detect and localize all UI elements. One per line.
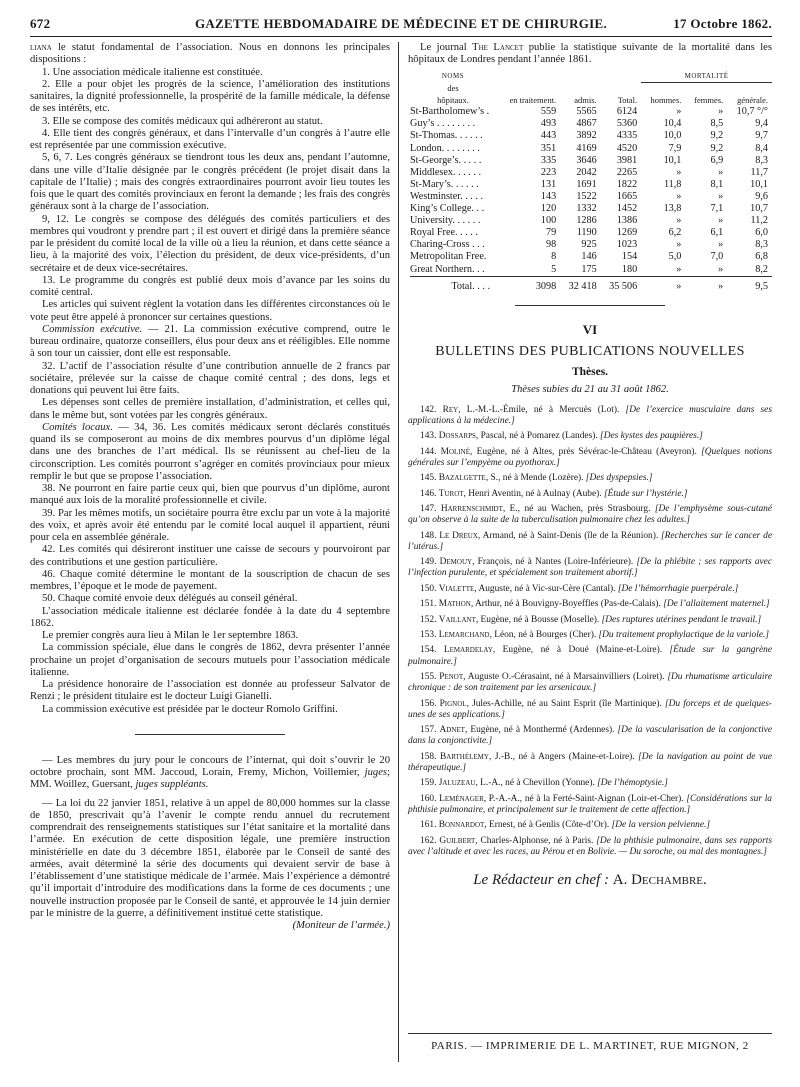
cell-generale: 8,2: [755, 263, 768, 275]
cell-total: 1386: [616, 215, 638, 227]
these-number: 157.: [420, 725, 437, 736]
hospital-name: St-Bartholomew’s .: [410, 106, 490, 118]
these-item: [408, 725, 772, 747]
loi-text: — La loi du 22 janvier 1851, relative à un appel de 80,000 hommes sur la classe de 1850, prescrivait qu’à l’avenir le compte rendu annuel du recrutement comprendrait des renseignements statistiques sur l’état sanitaire et la mortalité dans l’armée. En exécution de cette disposition légale, une première instruction ministérielle en date du 3 décembre 1851, élaborée par le Conseil de santé des armées, avait déterminé la série des documents qui devaient servir de base à l’établissement d’une statistique médicale de l’armée. Mais l’expérience a démontré qu’il importait d’introduire des modifications dans la forme de ces documents ; une nouvelle instruction proposée par le Conseil de santé, et approuvée le 14 juin dernier par le ministre de la guerre, a définitivement institué cette statistique.: [30, 797, 390, 919]
these-number: 161.: [420, 820, 437, 831]
cell-traitement: 8: [551, 251, 557, 263]
article-5-7: 5, 6, 7. Les congrès généraux se tiendront tous les deux ans, pendant l’automne, dans une ville d’Italie désignée par le congrès précédent (le projet disait dans la capitale de l’Italie) ; mais des congrès extraordinaires pourront avoir lieu toutes les fois que le quart des comités provinciaux en feront la demande ; les frais des congrès généraux sont à la charge de l’association.: [30, 152, 390, 213]
commission-executive: [30, 324, 390, 361]
these-title: [Recherches sur le cancer de l’utérus.]: [408, 530, 772, 552]
these-details: , Henri Aventin, né à Aulnay (Aube).: [463, 488, 604, 499]
section-number: VI: [582, 321, 598, 337]
these-author: Guilbert: [439, 835, 476, 846]
fondation: L’association médicale italienne est déclarée fondée à la date du 4 septembre 1862.: [30, 605, 390, 629]
these-number: 142.: [420, 404, 437, 415]
th-femmes: femmes.: [694, 95, 724, 106]
cell-hommes: 5,0: [668, 251, 682, 263]
these-details: , Jules-Achille, né au Saint Esprit (île Martinique).: [466, 698, 665, 709]
table-row: [410, 179, 772, 191]
cell-femmes: 6,9: [710, 154, 724, 166]
these-author: Bonnardot: [438, 820, 485, 831]
cell-hommes: 11,8: [663, 178, 682, 190]
these-details: , Léon, né à Bourges (Cher).: [489, 630, 599, 640]
these-title: [De la version pelvienne.]: [611, 820, 711, 831]
article-13: 13. Le programme du congrès est publié deux mois d’avance par les soins du comité central.: [30, 274, 390, 298]
these-details: , Eugène, né à Bousse (Moselle).: [475, 614, 602, 625]
these-number: 150.: [420, 583, 437, 594]
journal-title: GAZETTE HEBDOMADAIRE DE MÉDECINE ET DE CHIRURGIE.: [194, 16, 608, 31]
these-author: Harrenschmidt: [440, 504, 503, 515]
cell-femmes: 8,1: [710, 178, 724, 190]
these-item: [408, 699, 772, 721]
these-details: , J.-B., né à Angers (Maine-et-Loire).: [488, 751, 639, 762]
these-number: 160.: [420, 793, 437, 804]
hospital-name: Westminster. . . . .: [410, 190, 484, 202]
hospital-name: St-George’s. . . . .: [410, 154, 482, 166]
articles-votation: Les articles qui suivent règlent la votation dans les différentes circonstances où le vote peut être appelé à prononcer sur certaines questions.: [30, 299, 390, 323]
cell-traitement: 223: [540, 166, 557, 178]
table-row: [410, 130, 772, 142]
left-column: [30, 42, 390, 932]
cell-traitement: 5: [551, 263, 557, 275]
cell-admis: 175: [581, 263, 597, 275]
cell-generale: 6,0: [755, 227, 768, 239]
th-generale: générale.: [737, 95, 768, 106]
article-2: 2. Elle a pour objet les progrès de la science, l’amélioration des institutions sanitaires, la dignité professionnelle, la prospérité de la famille médicale, la défense de ses intérêts, etc.: [30, 78, 390, 115]
cell-traitement: 120: [540, 203, 557, 215]
lancet-name: The Lancet: [472, 42, 524, 53]
these-number: 162.: [420, 835, 437, 846]
cell-total: 1822: [616, 178, 638, 190]
these-item: [408, 672, 772, 694]
these-item: [408, 820, 772, 831]
cell-total: 4520: [616, 142, 638, 154]
cell-admis: 1522: [576, 190, 597, 202]
these-number: 143.: [420, 431, 437, 442]
these-title: [Quelques notions générales sur l’empyème ou pyothorax.]: [408, 446, 773, 468]
these-number: 148.: [420, 530, 437, 541]
jury-internat: [30, 755, 390, 792]
these-item: [408, 447, 772, 469]
cell-generale: 9,6: [755, 190, 768, 202]
hospital-name: Charing-Cross . . .: [410, 239, 485, 251]
table-row: [410, 155, 772, 167]
editor-signature: [408, 872, 772, 889]
depenses: Les dépenses sont celles de première installation, d’administration, et celles qui, dans le même but, sont votées par les congrès généraux.: [30, 397, 390, 421]
column-divider: [398, 42, 399, 1062]
cell-hommes: »: [676, 106, 682, 118]
total-label: Total. . . .: [410, 276, 496, 293]
these-item: [408, 473, 772, 484]
these-details: , Eugène, né à Doué (Maine-et-Loire).: [492, 645, 670, 656]
hospital-name: King’s College. . .: [410, 203, 485, 215]
article-50: 50. Chaque comité envoie deux délégués au conseil général.: [42, 593, 298, 605]
cell-hommes: »: [676, 215, 682, 227]
cell-total: 6124: [616, 106, 638, 118]
these-number: 156.: [420, 698, 437, 709]
these-details: , Ernest, né à Genlis (Côte-d’Or).: [484, 820, 612, 831]
cell-admis: 4169: [576, 142, 597, 154]
cell-admis: 3892: [576, 130, 597, 142]
these-number: 149.: [420, 557, 437, 568]
section-title: BULLETINS DES PUBLICATIONS NOUVELLES: [435, 343, 745, 359]
total-generale: 9,5: [727, 276, 772, 293]
cell-femmes: »: [718, 263, 724, 275]
comites-locaux: [30, 422, 390, 483]
page-number: 672: [30, 16, 51, 31]
these-author: Lemardelay: [443, 645, 493, 656]
these-item: [408, 405, 772, 427]
hospital-name: St-Thomas. . . . . .: [410, 130, 483, 142]
hospital-name: Great Northern. . .: [410, 263, 485, 275]
these-author: Pignol: [439, 698, 467, 709]
cell-femmes: 8,5: [710, 118, 724, 130]
cell-hommes: »: [676, 263, 682, 275]
cell-generale: 10,1: [750, 178, 768, 190]
cell-admis: 146: [581, 251, 597, 263]
cell-femmes: 9,2: [710, 130, 724, 142]
table-row: [410, 215, 772, 227]
these-item: [408, 794, 772, 816]
these-title: [Étude sur la gangrène pulmonaire.]: [408, 645, 773, 667]
these-title: [De la phthisie pulmonaire, dans ses rapports avec l’altitude et avec les races, au Pérou et en Bolivie. — Du soroche, ou mal des montagnes.]: [408, 835, 772, 857]
these-details: , S., né à Mende (Lozère).: [485, 473, 586, 484]
cell-admis: 1691: [576, 178, 597, 190]
these-item: [408, 489, 772, 500]
article-38: 38. Ne pourront en faire partie ceux qui, bien que pourvus d’un diplôme, auront manqué aux lois de la moralité professionnelle et civile.: [30, 483, 390, 507]
article-39: 39. Par les mêmes motifs, un sociétaire pourra être exclu par un vote à la majorité des voix, et après avoir été entendu par le comité local auquel il appartient, réuni pour cela en assemblée générale.: [30, 507, 390, 543]
hospital-name: Guy’s . . . . . . . .: [410, 118, 476, 130]
theses-dates: Thèses subies du 21 au 31 août 1862.: [511, 384, 669, 396]
cell-traitement: 98: [546, 239, 557, 251]
cell-admis: 3646: [576, 154, 597, 166]
intro-lead: liana: [30, 42, 52, 53]
cell-generale: 9,4: [755, 118, 768, 130]
cell-femmes: 7,1: [710, 203, 724, 215]
hospital-name: Metropolitan Free.: [410, 251, 487, 263]
these-title: [Du rhumatisme articulaire chronique : de son traitement par les arsenicaux.]: [408, 671, 772, 694]
table-total-row: [410, 276, 772, 293]
these-item: [408, 504, 772, 526]
these-details: , Eugène, né à Monthermé (Ardennes).: [464, 725, 618, 736]
these-details: , L.-M.-L.-Émile, né à Mercuès (Lot).: [458, 404, 626, 415]
these-author: Adnet: [439, 725, 465, 736]
these-number: 154.: [420, 645, 437, 656]
jury-suppleants: juges suppléants.: [135, 779, 209, 791]
article-42: 42. Les comités qui désireront instituer une caisse de secours y pourvoiront par des contributions et une gestion particulière.: [30, 544, 390, 568]
cell-hommes: 10,4: [663, 118, 682, 130]
these-number: 158.: [420, 751, 437, 762]
commission-speciale: La commission spéciale, élue dans le congrès de 1862, devra présenter l’année prochaine un projet d’organisation de secours mutuels pour l’association médicale italienne.: [30, 642, 390, 678]
these-author: Rey: [442, 404, 459, 415]
cell-hommes: 10,1: [663, 154, 682, 166]
cell-traitement: 335: [540, 154, 557, 166]
cell-admis: 5565: [576, 106, 597, 118]
these-item: [408, 599, 772, 610]
these-item: [408, 584, 772, 595]
cell-generale: 8,4: [755, 142, 768, 154]
these-item: [408, 645, 772, 667]
these-title: [De l’emphysème sous-cutané qu’on observe à la suite de la tuberculisation pulmonaire chez les adultes.]: [408, 504, 772, 526]
these-title: [De la navigation au point de vue thérapeutique.]: [408, 751, 772, 773]
th-en-traitement: en traitement.: [509, 95, 557, 106]
th-des: des: [447, 83, 459, 94]
these-title: [Du forceps et de quelques-unes de ses applications.]: [408, 698, 772, 720]
total-hommes: »: [641, 276, 685, 293]
cell-femmes: »: [718, 166, 724, 178]
cell-admis: 2042: [576, 166, 597, 178]
cell-total: 1269: [616, 227, 638, 239]
intro-text: le statut fondamental de l’association. Nous en donnons les principales dispositions :: [30, 42, 390, 66]
these-number: 159.: [420, 778, 437, 789]
hospital-name: St-Mary’s. . . . . .: [410, 178, 479, 190]
editor-name: A. Dechambre.: [612, 872, 707, 889]
these-item: [408, 630, 772, 641]
article-1: 1. Une association médicale italienne est constituée.: [42, 66, 263, 78]
table-row: [410, 264, 772, 277]
these-details: , Arthur, né à Bouvigny-Boyeffles (Pas-de-Calais).: [470, 599, 664, 610]
comites-text: — 34, 36. Les comités médicaux seront déclarés constitués quand ils se composeront au moins de dix membres pourvus d’un diplôme légal dans une des branches de l’art médical. Ils se réunissent au chef-lieu de la circonscription. Les comités pourront s’agréger en comités provinciaux pour mieux remplir le but que se propose l’association.: [30, 421, 390, 482]
cell-total: 3981: [616, 154, 638, 166]
loi-recrutement: [30, 797, 390, 931]
these-author: Moliné: [440, 446, 470, 457]
th-hopitaux: hôpitaux.: [437, 95, 469, 106]
these-title: [De l’allaitement maternel.]: [663, 599, 770, 610]
cell-femmes: »: [718, 190, 724, 202]
these-author: Vialette: [438, 583, 475, 594]
cell-total: 1665: [616, 190, 638, 202]
comites-label: Comités locaux.: [42, 421, 113, 433]
th-total: Total.: [617, 95, 638, 106]
cell-hommes: 7,9: [668, 142, 682, 154]
cell-total: 1452: [616, 203, 638, 215]
commission-text: — 21. La commission exécutive comprend, outre le bureau ordinaire, quatorze conseillers, élus pour deux ans et rééligibles. Elle nomme à son tour un caissier, dont elle est responsable.: [30, 323, 390, 360]
these-item: [408, 431, 772, 442]
cell-hommes: »: [676, 166, 682, 178]
article-9-12: 9, 12. Le congrès se compose des délégués des comités particuliers et des membres qui voudront y prendre part ; il est ouvert et dirigé dans la première séance par le président du comité local de la ville où a lieu la réunion, et dans cette séance a lieu, à la majorité des voix, l’élection du président, de deux vice-présidents, d’un secrétaire et de deux vice-secrétaires.: [30, 213, 390, 274]
cell-generale: 9,7: [755, 130, 768, 142]
cell-femmes: 9,2: [710, 142, 724, 154]
cell-traitement: 493: [540, 118, 557, 130]
cell-hommes: 13,8: [663, 203, 682, 215]
table-row: [410, 239, 772, 251]
these-number: 147.: [420, 504, 437, 515]
total-total: 35 506: [601, 276, 642, 293]
th-hommes: hommes.: [650, 95, 682, 106]
these-author: Leménager: [439, 793, 484, 804]
table-row: [410, 191, 772, 203]
these-item: [408, 557, 772, 579]
loi-source: (Moniteur de l’armée.): [292, 920, 390, 931]
cell-traitement: 131: [540, 178, 557, 190]
these-item: [408, 752, 772, 774]
these-number: 152.: [420, 614, 437, 625]
these-details: , Pascal, né à Pomarez (Landes).: [475, 431, 601, 442]
th-admis: admis.: [574, 95, 597, 106]
these-details: , Charles-Alphonse, né à Paris.: [475, 835, 597, 846]
these-details: , François, né à Nantes (Loire-Inférieure).: [472, 557, 637, 568]
hospital-name: University. . . . . .: [410, 215, 481, 227]
these-author: Penot: [439, 671, 464, 682]
cell-hommes: »: [676, 190, 682, 202]
these-title: [De l’exercice musculaire dans ses applications à la médecine.]: [408, 404, 772, 426]
these-author: Demouy: [439, 557, 473, 568]
these-details: , Eugène, né à Altes, près Sévérac-le-Château (Aveyron).: [470, 446, 702, 457]
cell-total: 1023: [616, 239, 638, 251]
page-header: [30, 14, 772, 37]
cell-hommes: 6,2: [668, 227, 682, 239]
cell-generale: 6,8: [755, 251, 768, 263]
cell-generale: 10,7: [750, 203, 768, 215]
these-details: , P.-A.-A., né à la Ferté-Saint-Aignan (Loir-et-Cher).: [483, 793, 687, 804]
these-item: [408, 778, 772, 789]
these-author: Dossarps: [438, 431, 476, 442]
mortality-table: [410, 70, 772, 293]
theses-heading: Thèses.: [571, 366, 609, 379]
these-title: [De l’hémorrhagie puerpérale.]: [617, 583, 739, 594]
these-item: [408, 615, 772, 626]
cell-generale: 11,7: [750, 166, 768, 178]
these-details: , Auguste O.-Cérasaint, né à Marsainvilliers (Loiret).: [463, 671, 668, 682]
hospital-name: Middlesex. . . . . .: [410, 166, 482, 178]
these-author: Mathon: [438, 599, 471, 610]
th-mortalite: MORTALITÉ: [641, 70, 772, 83]
cell-generale: 8,3: [755, 154, 768, 166]
lancet-intro-b: publie la statistique suivante de la mortalité dans les hôpitaux de Londres pendant l’année 1861.: [408, 42, 772, 66]
presidence: La présidence honoraire de l’association est donnée au professeur Salvator de Renzi ; le président titulaire est le docteur Luigi Gianelli.: [30, 679, 390, 703]
cell-traitement: 100: [540, 215, 557, 227]
th-noms: NOMS: [441, 71, 465, 80]
these-number: 144.: [420, 446, 437, 457]
cell-total: 5360: [616, 118, 638, 130]
cell-traitement: 443: [540, 130, 557, 142]
these-number: 145.: [420, 473, 437, 484]
cell-admis: 4867: [576, 118, 597, 130]
these-details: , Armand, né à Saint-Denis (île de la Réunion).: [477, 530, 662, 541]
cell-hommes: »: [676, 239, 682, 251]
lancet-intro: [408, 42, 772, 67]
total-traitement: 3098: [496, 276, 560, 293]
jury-text: — Les membres du jury pour le concours de l’internat, qui doit s’ouvrir le 20 octobre prochain, sont MM. Jaccoud, Lorain, Fremy, Michon, Voillemier,: [30, 754, 390, 778]
table-row: [410, 251, 772, 263]
these-title: [De la phlébite ; ses rapports avec l’infection purulente, et spécialement son traitement abortif.]: [408, 557, 772, 579]
cell-generale: 8,3: [755, 239, 768, 251]
these-details: , E., né au Wachen, près Strasbourg.: [502, 504, 655, 515]
cell-total: 180: [621, 263, 638, 275]
these-title: [Des ruptures utérines pendant le travail.]: [601, 614, 762, 625]
right-column: [408, 42, 773, 889]
section-rule: [515, 305, 665, 306]
these-number: 153.: [420, 630, 437, 640]
issue-date: 17 Octobre 1862.: [673, 16, 772, 31]
editor-label: Le Rédacteur en chef :: [473, 872, 609, 889]
these-author: Jaluzeau: [438, 778, 476, 789]
hospital-name: Royal Free. . . . .: [410, 227, 478, 239]
theses-list: [408, 405, 772, 858]
these-author: Vaillant: [438, 614, 476, 625]
cell-hommes: 10,0: [663, 130, 682, 142]
jury-juges: juges: [364, 767, 388, 778]
article-32: 32. L’actif de l’association résulte d’une contribution annuelle de 2 francs par sociétaire, prélevée sur la caisse de chaque comité central ; des dons, legs et donations qui peuvent lui être faits.: [30, 360, 390, 396]
these-title: [De l’hémoptysie.]: [597, 778, 668, 789]
cell-admis: 1332: [576, 203, 597, 215]
these-author: Bazalgette: [438, 473, 486, 484]
article-4: 4. Elle tient des congrès généraux, et dans l’intervalle d’un congrès à l’autre elle est représentée par une commission exécutive.: [30, 127, 390, 151]
these-author: Lemarchand: [438, 630, 490, 640]
cell-femmes: 7,0: [710, 251, 724, 263]
these-number: 151.: [420, 599, 437, 610]
these-title: [Du traitement prophylactique de la variole.]: [598, 630, 769, 640]
table-row: [410, 227, 772, 239]
these-item: [408, 836, 772, 858]
cell-femmes: »: [718, 106, 724, 118]
total-admis: 32 418: [560, 276, 601, 293]
article-46: 46. Chaque comité détermine le montant de la souscription de chacun de ses membres, l’époque et le mode de payement.: [30, 568, 390, 592]
cell-femmes: »: [718, 239, 724, 251]
cell-total: 4335: [616, 130, 638, 142]
these-author: Turot: [438, 488, 464, 499]
these-item: [408, 531, 772, 553]
table-row: [410, 143, 772, 155]
these-number: 155.: [420, 671, 437, 682]
commission-label: Commission exécutive.: [42, 323, 143, 335]
these-number: 146.: [420, 488, 437, 499]
cell-generale: 10,7 °/°: [736, 106, 768, 118]
cell-admis: 1286: [576, 215, 597, 227]
cell-total: 154: [621, 251, 638, 263]
these-title: [Considérations sur la phthisie pulmonaire, et principalement sur le traitement de cette affection.]: [408, 793, 772, 815]
lancet-intro-a: Le journal: [420, 42, 473, 53]
these-author: Le Dreux: [439, 530, 478, 541]
cell-admis: 1190: [576, 227, 597, 239]
total-femmes: »: [685, 276, 727, 293]
table-row: [410, 203, 772, 215]
printer-imprint: PARIS. — IMPRIMERIE DE L. MARTINET, RUE MIGNON, 2: [408, 1033, 772, 1052]
these-title: [Étude sur l’hystérie.]: [603, 488, 688, 499]
cell-generale: 11,2: [750, 215, 768, 227]
intro-paragraph: [30, 42, 390, 67]
table-row: [410, 118, 772, 130]
hospital-name: London. . . . . . . .: [410, 142, 480, 154]
these-author: Barthélemy: [439, 751, 489, 762]
commission-presidence: La commission exécutive est présidée par le docteur Romolo Griffini.: [42, 703, 338, 715]
these-details: , Auguste, né à Vic-sur-Cère (Cantal).: [474, 583, 618, 594]
premier-congres: Le premier congrès aura lieu à Milan le 1er septembre 1863.: [42, 630, 299, 641]
these-title: [Des kystes des paupières.]: [600, 431, 703, 442]
table-row: [410, 106, 772, 118]
cell-traitement: 559: [540, 106, 557, 118]
cell-traitement: 351: [540, 142, 557, 154]
jury-text-2: ; MM. Woillez, Guersant,: [30, 767, 390, 791]
cell-admis: 925: [581, 239, 597, 251]
separator-rule: [135, 734, 285, 735]
cell-traitement: 143: [540, 190, 557, 202]
these-title: [De la vascularisation de la conjonctive dans la conjonctivite.]: [408, 725, 772, 747]
cell-femmes: 6,1: [710, 227, 724, 239]
table-body: [410, 106, 772, 276]
article-3: 3. Elle se compose des comités médicaux qui adhéreront au statut.: [42, 115, 323, 127]
these-details: , L.-A., né à Chevillon (Yonne).: [475, 778, 598, 789]
cell-total: 2265: [616, 166, 638, 178]
table-row: [410, 167, 772, 179]
cell-traitement: 79: [546, 227, 557, 239]
cell-femmes: »: [718, 215, 724, 227]
these-title: [Des dyspepsies.]: [585, 473, 653, 484]
